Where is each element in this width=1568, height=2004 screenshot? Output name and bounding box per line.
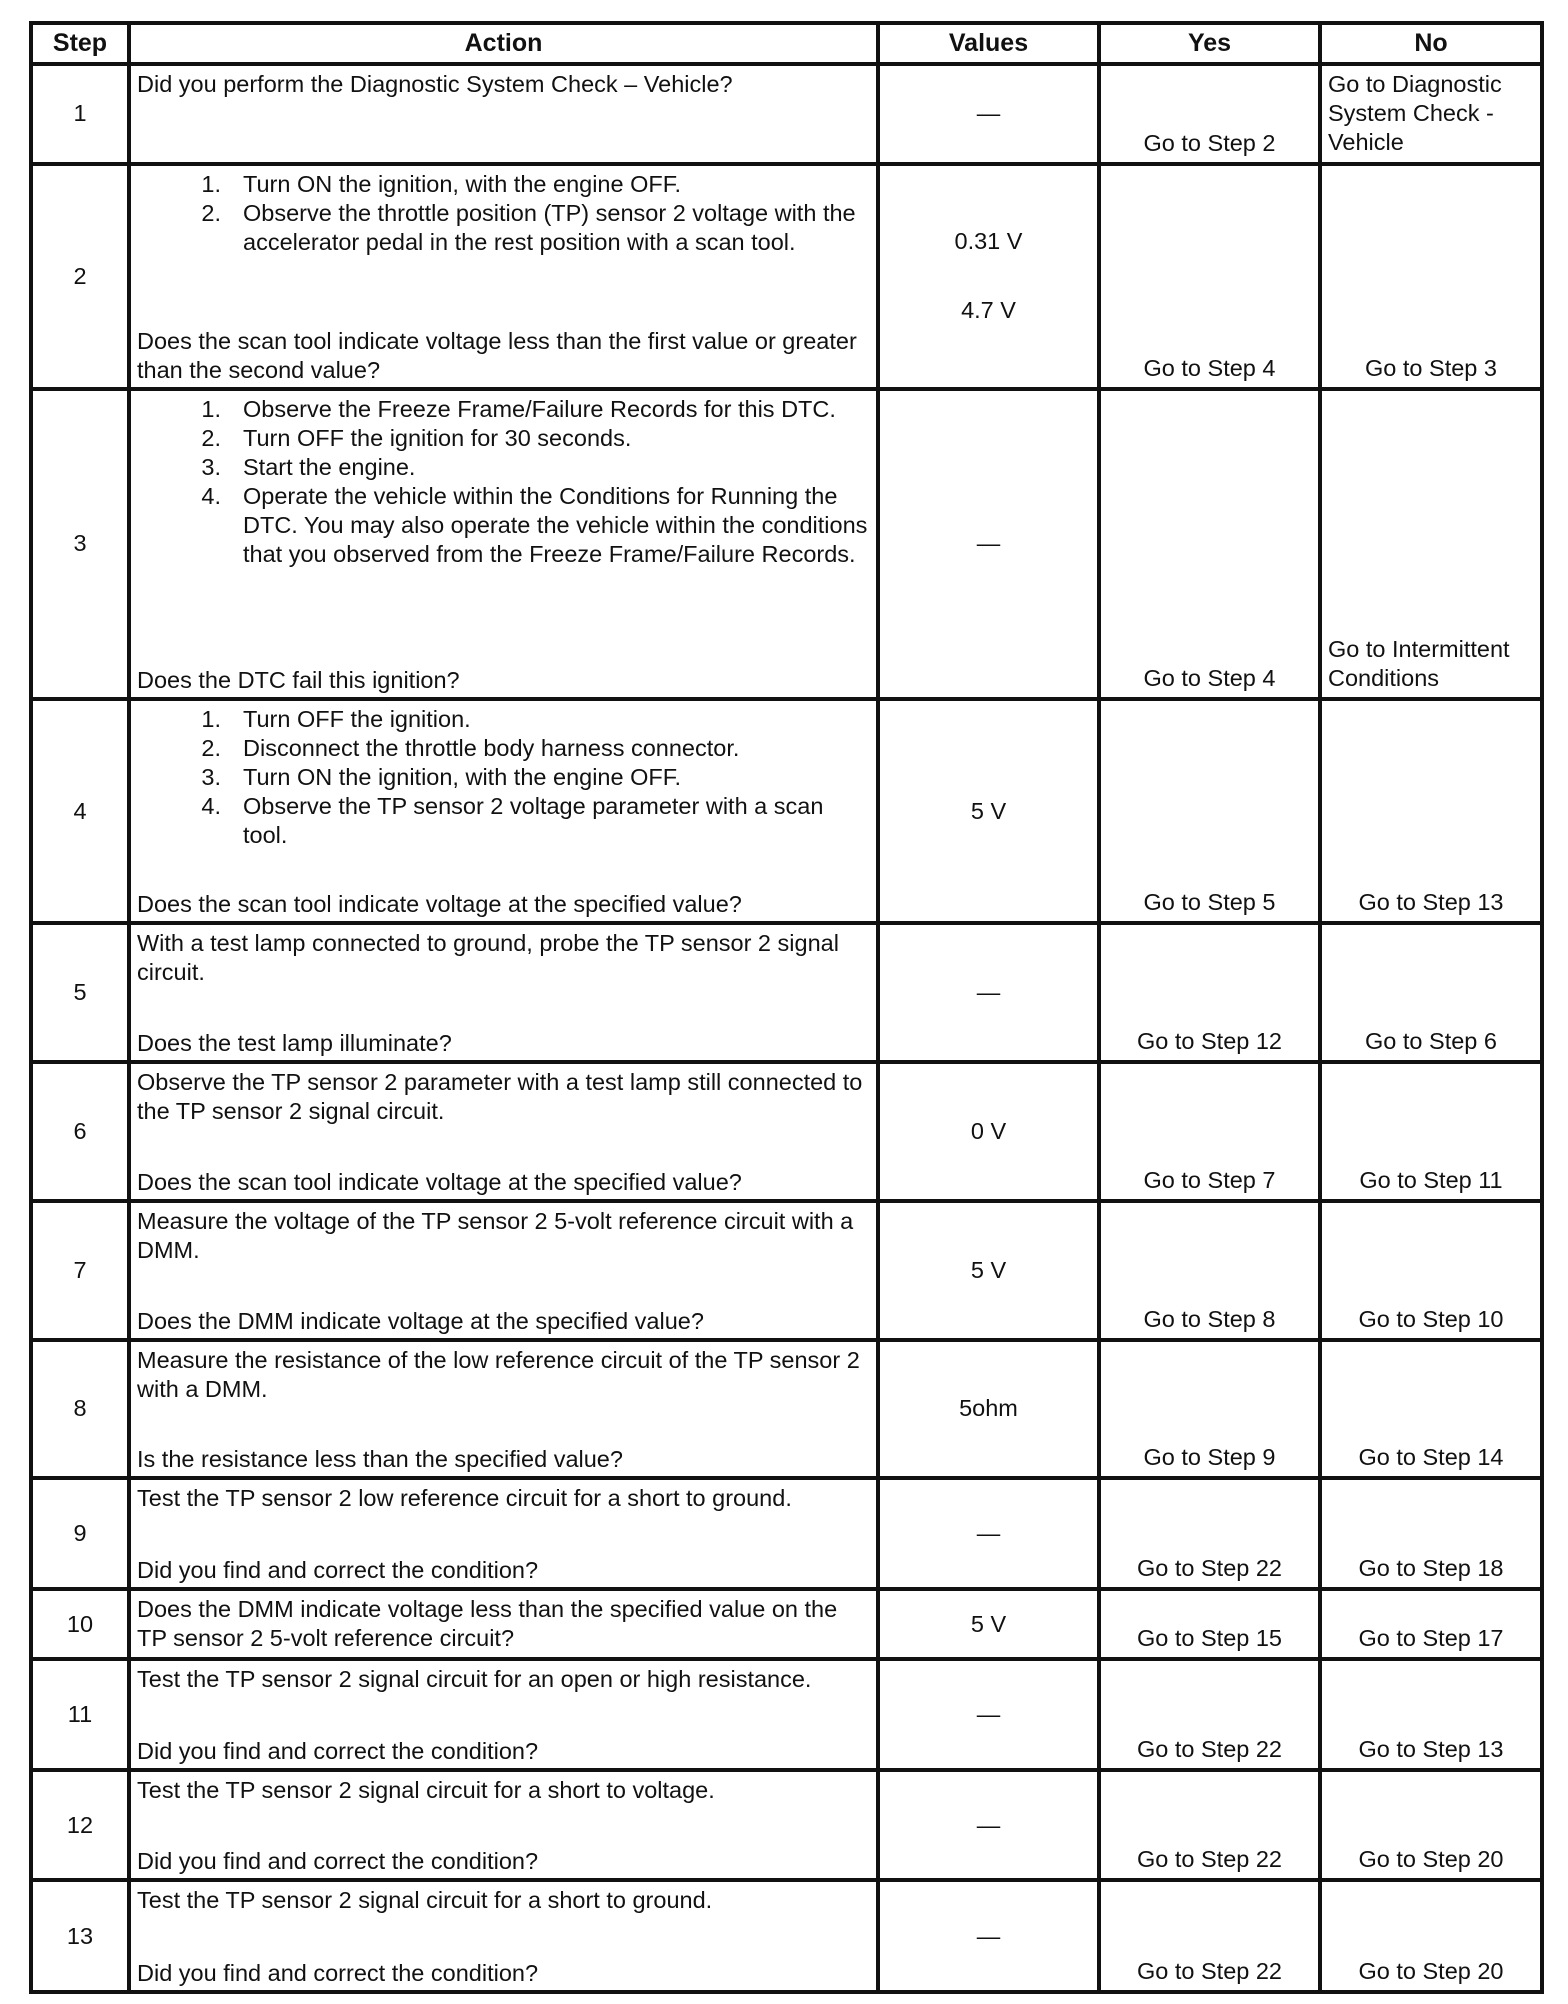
table-row	[31, 1201, 1542, 1340]
step-number: 2	[31, 164, 129, 389]
header-step: Step	[31, 23, 129, 64]
step-number: 13	[31, 1880, 129, 1992]
no-cell: Go to Step 13	[1320, 1659, 1542, 1770]
table-row	[31, 1880, 1542, 1992]
action-steps-list	[137, 705, 870, 850]
action-text: Test the TP sensor 2 signal circuit for an open or high resistance.	[137, 1666, 812, 1693]
action-question: Does the DMM indicate voltage at the specified value?	[137, 1307, 704, 1334]
yes-cell: Go to Step 8	[1099, 1201, 1320, 1340]
action-cell	[129, 64, 878, 164]
action-content	[131, 1342, 876, 1477]
action-top	[137, 1886, 870, 1915]
yes-cell: Go to Step 22	[1099, 1880, 1320, 1992]
yes-cell: Go to Step 7	[1099, 1062, 1320, 1201]
table-body	[31, 64, 1542, 1992]
values-list	[880, 227, 1097, 325]
action-content	[131, 1480, 876, 1587]
value-text: —	[976, 1520, 1001, 1547]
value-text: —	[976, 100, 1001, 127]
value-text: 5ohm	[959, 1395, 1018, 1422]
value-text: —	[976, 530, 1001, 557]
yes-cell: Go to Step 22	[1099, 1659, 1320, 1770]
yes-cell: Go to Step 22	[1099, 1770, 1320, 1881]
action-content	[131, 1591, 876, 1657]
action-steps-list	[137, 170, 870, 257]
table-row	[31, 389, 1542, 700]
values-cell	[878, 1062, 1099, 1201]
action-text: Did you perform the Diagnostic System Check – Vehicle?	[137, 71, 733, 97]
list-item	[137, 763, 870, 792]
header-values: Values	[878, 23, 1099, 64]
action-question: Does the DTC fail this ignition?	[137, 667, 460, 694]
list-item	[137, 395, 870, 424]
list-item	[137, 424, 870, 453]
action-content	[131, 1772, 876, 1879]
list-item-number: 4.	[201, 793, 221, 820]
table-row	[31, 923, 1542, 1062]
value-text: 5 V	[970, 1256, 1007, 1283]
no-cell: Go to Step 17	[1320, 1589, 1542, 1659]
yes-cell: Go to Step 2	[1099, 64, 1320, 164]
value-text: —	[976, 979, 1001, 1006]
action-cell	[129, 1770, 878, 1881]
yes-cell: Go to Step 4	[1099, 164, 1320, 389]
action-question: Did you find and correct the condition?	[137, 1848, 539, 1875]
no-cell: Go to Step 13	[1320, 699, 1542, 923]
table-row	[31, 1340, 1542, 1479]
yes-cell: Go to Step 9	[1099, 1340, 1320, 1479]
action-text: Observe the TP sensor 2 parameter with a test lamp still connected to the TP sensor 2 signal circuit.	[137, 1069, 863, 1125]
no-cell: Go to Step 20	[1320, 1770, 1542, 1881]
action-top	[137, 1484, 870, 1513]
list-item-number: 1.	[201, 395, 221, 422]
action-question: Does the scan tool indicate voltage less than the first value or greater than the second value?	[137, 327, 857, 383]
values-cell	[878, 164, 1099, 389]
action-cell	[129, 1880, 878, 1992]
list-item-text: Observe the Freeze Frame/Failure Records for this DTC.	[243, 395, 836, 422]
header-no: No	[1320, 23, 1542, 64]
list-item-number: 1.	[201, 170, 221, 197]
list-item	[137, 734, 870, 763]
action-content	[131, 1661, 876, 1768]
list-item	[137, 482, 870, 569]
action-top	[137, 705, 870, 850]
value-text: 5 V	[970, 797, 1007, 824]
value-text: —	[976, 1701, 1001, 1728]
list-item-text: Turn ON the ignition, with the engine OFF.	[243, 170, 682, 197]
no-cell: Go to Step 10	[1320, 1201, 1542, 1340]
action-question: Does the test lamp illuminate?	[137, 1030, 452, 1057]
values-cell	[878, 1880, 1099, 1992]
list-item-text: Operate the vehicle within the Conditions for Running the DTC. You may also operate the vehicle within the conditions that you observed from the Freeze Frame/Failure Records.	[243, 482, 868, 567]
step-number: 3	[31, 389, 129, 700]
action-content	[131, 1064, 876, 1199]
values-cell	[878, 1589, 1099, 1659]
action-text: Measure the resistance of the low reference circuit of the TP sensor 2 with a DMM.	[137, 1346, 860, 1402]
table-row	[31, 1589, 1542, 1659]
action-text: Test the TP sensor 2 low reference circuit for a short to ground.	[137, 1485, 792, 1512]
step-number: 11	[31, 1659, 129, 1770]
step-number: 4	[31, 699, 129, 923]
table-row	[31, 1770, 1542, 1881]
values-cell	[878, 64, 1099, 164]
values-cell	[878, 699, 1099, 923]
table-row	[31, 1478, 1542, 1589]
list-item-text: Turn OFF the ignition for 30 seconds.	[243, 424, 632, 451]
list-item-number: 3.	[201, 453, 221, 480]
action-text: Test the TP sensor 2 signal circuit for a short to voltage.	[137, 1776, 715, 1803]
action-top	[137, 1068, 870, 1126]
action-cell	[129, 1201, 878, 1340]
table-row	[31, 164, 1542, 389]
no-cell: Go to Step 6	[1320, 923, 1542, 1062]
values-cell	[878, 1770, 1099, 1881]
step-number: 9	[31, 1478, 129, 1589]
action-cell	[129, 164, 878, 389]
action-top	[137, 70, 870, 99]
no-cell: Go to Diagnostic System Check - Vehicle	[1320, 64, 1542, 164]
action-content	[131, 66, 876, 162]
action-top	[137, 395, 870, 569]
header-yes: Yes	[1099, 23, 1320, 64]
action-question: Did you find and correct the condition?	[137, 1556, 539, 1583]
yes-cell: Go to Step 5	[1099, 699, 1320, 923]
table-row	[31, 1062, 1542, 1201]
action-content	[131, 391, 876, 698]
table-row	[31, 1659, 1542, 1770]
action-question: Did you find and correct the condition?	[137, 1960, 539, 1986]
values-cell	[878, 923, 1099, 1062]
step-number: 12	[31, 1770, 129, 1881]
action-top	[137, 1776, 870, 1805]
yes-cell: Go to Step 22	[1099, 1478, 1320, 1589]
action-content	[131, 166, 876, 387]
list-item-text: Observe the throttle position (TP) sensor 2 voltage with the accelerator pedal in the rest position with a scan tool.	[243, 199, 856, 255]
values-cell	[878, 1478, 1099, 1589]
list-item-text: Start the engine.	[243, 453, 416, 480]
step-number: 10	[31, 1589, 129, 1659]
yes-cell: Go to Step 12	[1099, 923, 1320, 1062]
values-cell	[878, 1659, 1099, 1770]
header-action: Action	[129, 23, 878, 64]
action-steps-list	[137, 395, 870, 569]
value-text: 5 V	[970, 1610, 1007, 1637]
action-cell	[129, 923, 878, 1062]
action-text: Measure the voltage of the TP sensor 2 5-volt reference circuit with a DMM.	[137, 1207, 854, 1263]
action-content	[131, 1203, 876, 1338]
action-content	[131, 701, 876, 921]
values-cell	[878, 1340, 1099, 1479]
action-question: Does the scan tool indicate voltage at the specified value?	[137, 1168, 742, 1195]
no-cell: Go to Step 18	[1320, 1478, 1542, 1589]
value-text: 0.31 V	[954, 228, 1023, 255]
yes-cell: Go to Step 15	[1099, 1589, 1320, 1659]
action-top	[137, 170, 870, 257]
action-top	[137, 1207, 870, 1265]
no-cell: Go to Step 11	[1320, 1062, 1542, 1201]
yes-cell: Go to Step 4	[1099, 389, 1320, 700]
action-cell	[129, 699, 878, 923]
action-text: Does the DMM indicate voltage less than the specified value on the TP sensor 2 5-volt reference circuit?	[137, 1595, 838, 1651]
list-item-number: 2.	[201, 199, 221, 226]
action-question: Is the resistance less than the specified value?	[137, 1446, 623, 1473]
table-row	[31, 64, 1542, 164]
action-cell	[129, 1659, 878, 1770]
list-item	[137, 170, 870, 199]
action-cell	[129, 389, 878, 700]
step-number: 8	[31, 1340, 129, 1479]
action-cell	[129, 1589, 878, 1659]
table-row	[31, 699, 1542, 923]
no-cell: Go to Step 3	[1320, 164, 1542, 389]
action-content	[131, 1882, 876, 1990]
value-text: —	[976, 1922, 1001, 1949]
values-cell	[878, 389, 1099, 700]
list-item-number: 4.	[201, 482, 221, 509]
action-top	[137, 1595, 870, 1653]
step-number: 7	[31, 1201, 129, 1340]
list-item	[137, 199, 870, 257]
step-number: 6	[31, 1062, 129, 1201]
value-text: 0 V	[970, 1118, 1007, 1145]
step-number: 5	[31, 923, 129, 1062]
list-item	[137, 792, 870, 850]
value-text: —	[976, 1811, 1001, 1838]
list-item-text: Turn OFF the ignition.	[243, 706, 471, 733]
no-cell: Go to Step 14	[1320, 1340, 1542, 1479]
list-item-number: 2.	[201, 424, 221, 451]
no-cell: Go to Intermittent Conditions	[1320, 389, 1542, 700]
list-item	[137, 705, 870, 734]
action-top	[137, 1346, 870, 1404]
action-cell	[129, 1340, 878, 1479]
list-item-text: Turn ON the ignition, with the engine OFF.	[243, 764, 682, 791]
list-item	[137, 453, 870, 482]
action-cell	[129, 1062, 878, 1201]
action-question: Does the scan tool indicate voltage at the specified value?	[137, 891, 742, 918]
action-text: With a test lamp connected to ground, probe the TP sensor 2 signal circuit.	[137, 930, 839, 986]
list-item-number: 2.	[201, 735, 221, 762]
action-content	[131, 925, 876, 1060]
action-text: Test the TP sensor 2 signal circuit for a short to ground.	[137, 1887, 713, 1914]
action-top	[137, 1665, 870, 1694]
list-item-text: Disconnect the throttle body harness connector.	[243, 735, 740, 762]
action-question: Did you find and correct the condition?	[137, 1737, 539, 1764]
action-cell	[129, 1478, 878, 1589]
list-item-text: Observe the TP sensor 2 voltage parameter with a scan tool.	[243, 793, 824, 849]
header-row	[31, 23, 1542, 64]
list-item-number: 3.	[201, 764, 221, 791]
values-cell	[878, 1201, 1099, 1340]
value-text: 4.7 V	[961, 297, 1016, 324]
no-cell: Go to Step 20	[1320, 1880, 1542, 1992]
action-top	[137, 929, 870, 987]
list-item-number: 1.	[201, 706, 221, 733]
step-number: 1	[31, 64, 129, 164]
diagnostic-table	[29, 21, 1544, 1994]
